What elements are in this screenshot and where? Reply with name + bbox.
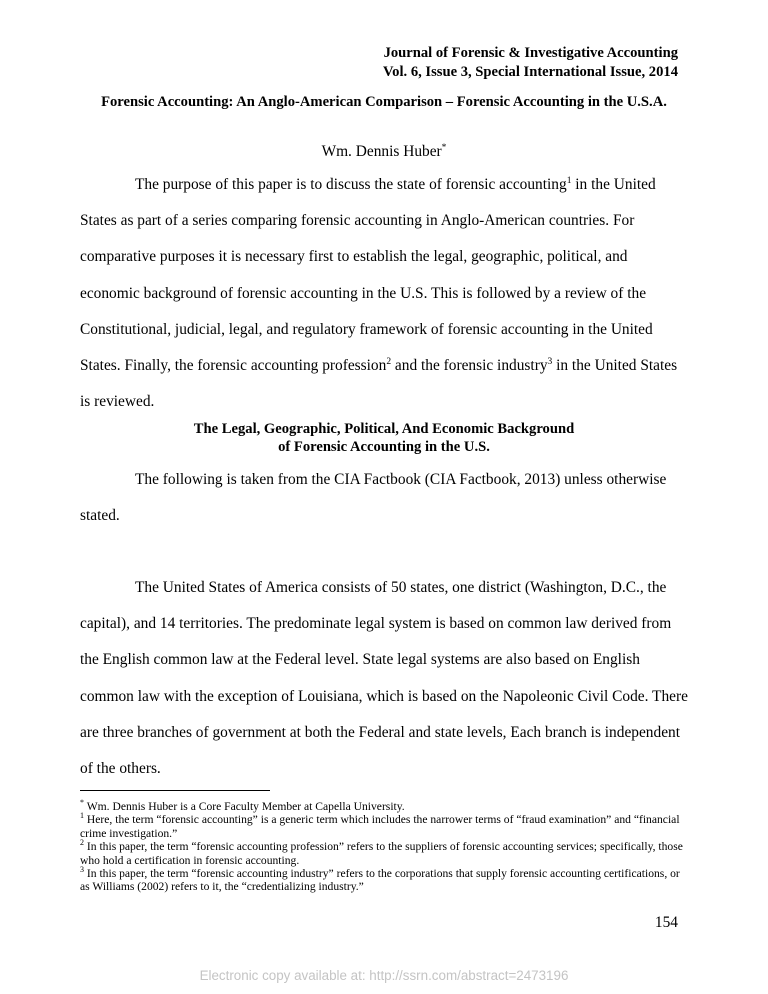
footnote-text: In this paper, the term “forensic accounting profession” refers to the suppliers of forensic accounting services; specifically, those who hold a certification in forensic accounting. xyxy=(80,840,683,867)
section-heading xyxy=(80,420,688,456)
intro-text-b: in the United States as part of a series comparing forensic accounting in Anglo-American countries. For comparative purposes it is necessary first to establish the legal, geographic, political, and economic background of forensic accounting in the U.S. This is followed by a review of the Constitutional, judicial, legal, and regulatory framework of forensic accounting in the United States. Finally, the forensic accounting profession xyxy=(80,176,656,375)
footnote xyxy=(80,867,690,894)
background-text: The United States of America consists of 50 states, one district (Washington, D.C., the capital), and 14 territories. The predominate legal system is based on common law derived from the English common law at the Federal level. State legal systems are also based on English common law with the exception of Louisiana, which is based on the Napoleonic Civil Code. There are three branches of government at both the Federal and state levels, Each branch is independent of the others. xyxy=(80,579,688,778)
footnote-mark: * xyxy=(80,798,84,808)
page-number: 154 xyxy=(654,914,678,931)
source-text: The following is taken from the CIA Factbook (CIA Factbook, 2013) unless otherwise stated. xyxy=(80,471,667,525)
footnote-ref-2: 2 xyxy=(386,356,392,367)
footnote xyxy=(80,813,690,840)
footnote-mark: 2 xyxy=(80,838,84,848)
footnote-text: In this paper, the term “forensic accounting industry” refers to the corporations that supply forensic accounting certifications, or as Williams (2002) refers to it, the “credentializing industry.” xyxy=(80,867,680,894)
ssrn-watermark: Electronic copy available at: http://ssrn.com/abstract=2473196 xyxy=(199,968,569,983)
journal-header xyxy=(178,44,678,82)
author-name: Wm. Dennis Huber xyxy=(321,143,442,160)
source-paragraph xyxy=(80,462,690,534)
footnotes xyxy=(80,800,690,894)
intro-text-a: The purpose of this paper is to discuss the state of forensic accounting xyxy=(135,176,567,193)
intro-paragraph xyxy=(80,167,690,420)
footnote xyxy=(80,840,690,867)
footnote xyxy=(80,800,690,813)
footnote-text: Here, the term “forensic accounting” is a generic term which includes the narrower terms of “fraud examination” and “financial crime investigation.” xyxy=(80,813,680,840)
article-title: Forensic Accounting: An Anglo-American Comparison – Forensic Accounting in the U.S.A. xyxy=(101,94,667,110)
footnote-mark: 1 xyxy=(80,811,84,821)
journal-name: Journal of Forensic & Investigative Accounting xyxy=(383,45,678,61)
section-heading-line1: The Legal, Geographic, Political, And Economic Background xyxy=(193,421,575,437)
footnote-mark: 3 xyxy=(80,865,84,875)
background-paragraph xyxy=(80,570,690,787)
footnote-divider xyxy=(80,790,270,791)
section-heading-line2: of Forensic Accounting in the U.S. xyxy=(278,439,490,455)
author-footnote-mark: * xyxy=(441,142,447,153)
intro-text-c: and the forensic industry xyxy=(391,357,548,375)
footnote-ref-1: 1 xyxy=(566,175,572,186)
journal-issue: Vol. 6, Issue 3, Special International Issue, 2014 xyxy=(382,64,678,80)
intro-text-d: in the United States is reviewed. xyxy=(80,357,678,411)
author-line xyxy=(80,142,688,162)
footnote-text: Wm. Dennis Huber is a Core Faculty Member at Capella University. xyxy=(86,800,405,813)
footnote-ref-3: 3 xyxy=(547,356,553,367)
